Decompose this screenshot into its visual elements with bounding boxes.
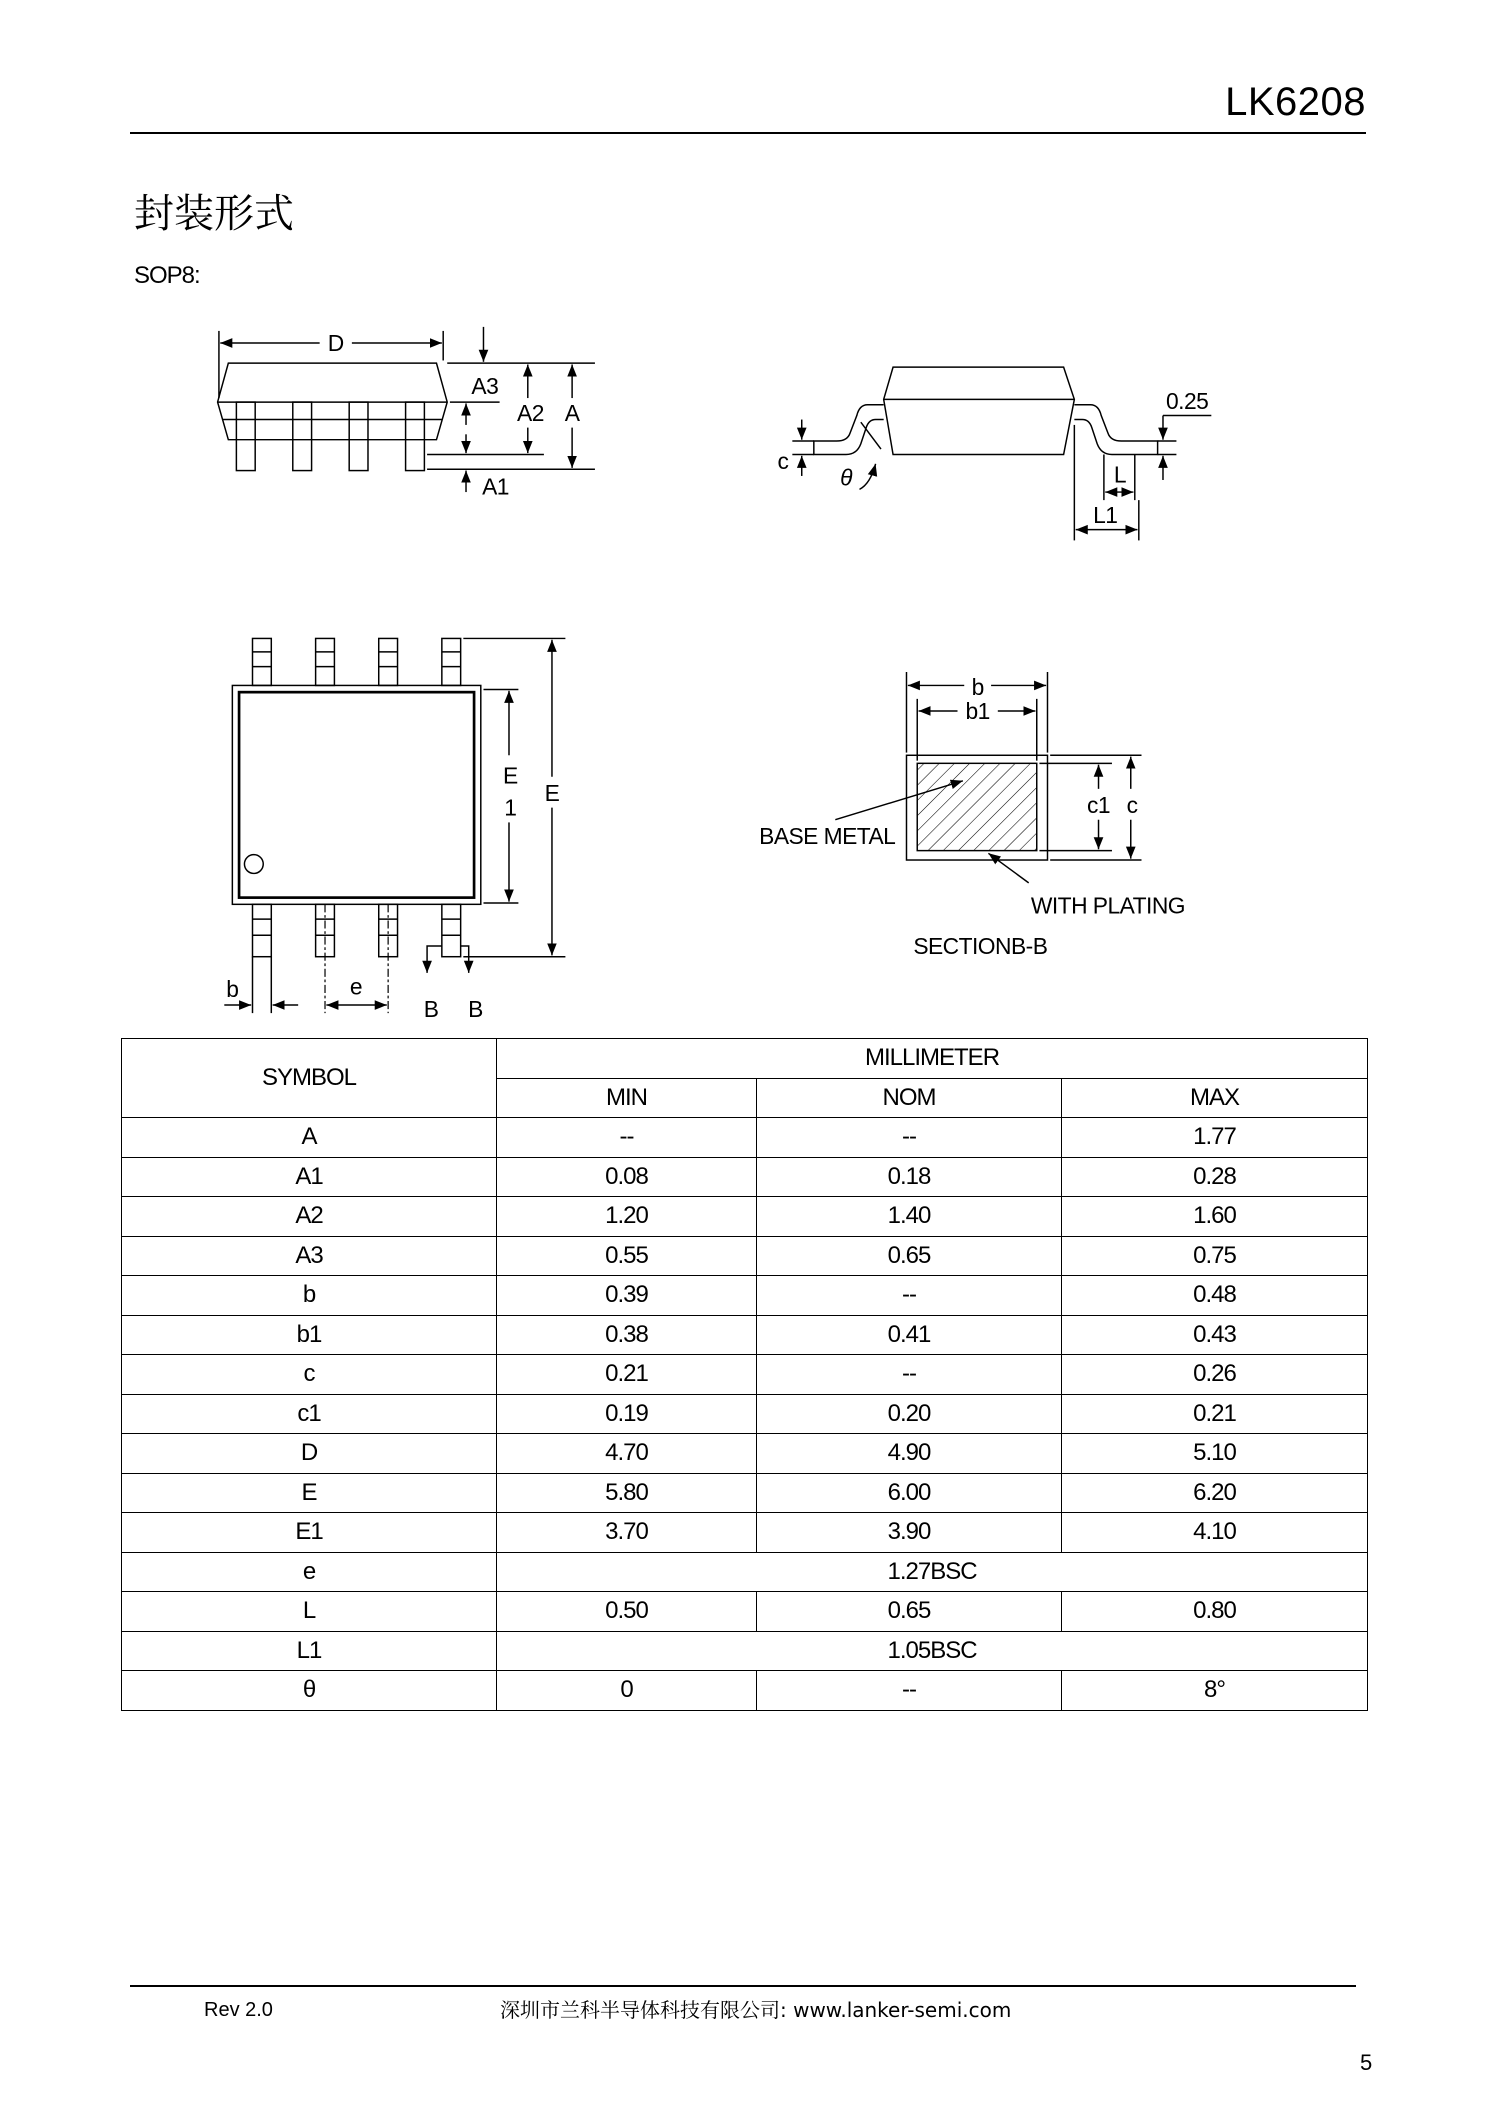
table-row xyxy=(122,1197,1368,1237)
footer-rule xyxy=(130,1985,1356,1987)
min-cell: 0.08 xyxy=(497,1157,757,1197)
package-label: SOP8: xyxy=(134,262,200,289)
symbol-cell: A2 xyxy=(122,1197,497,1237)
table-row xyxy=(122,1315,1368,1355)
symbol-cell: L xyxy=(122,1592,497,1632)
section-title: 封装形式 xyxy=(134,191,294,237)
table-row xyxy=(122,1118,1368,1158)
bsc-cell: 1.27BSC xyxy=(497,1552,1368,1592)
table-row xyxy=(122,1157,1368,1197)
nom-cell: -- xyxy=(757,1276,1062,1316)
section-name: SECTIONB-B xyxy=(913,932,1048,959)
table-row xyxy=(122,1592,1368,1632)
label-A: A xyxy=(564,399,580,426)
label-E1-digit: 1 xyxy=(504,794,517,821)
section-view xyxy=(759,672,1185,959)
header-rule xyxy=(130,132,1366,134)
min-cell: -- xyxy=(497,1118,757,1158)
section-mark-left xyxy=(427,945,442,972)
min-cell: 5.80 xyxy=(497,1473,757,1513)
lead xyxy=(442,904,461,956)
max-cell: 0.21 xyxy=(1062,1394,1368,1434)
max-cell: 1.77 xyxy=(1062,1118,1368,1158)
column-header-nom: NOM xyxy=(757,1078,1062,1118)
symbol-cell: E xyxy=(122,1473,497,1513)
max-cell: 1.60 xyxy=(1062,1197,1368,1237)
bsc-cell: 1.05BSC xyxy=(497,1631,1368,1671)
nom-cell: -- xyxy=(757,1355,1062,1395)
symbol-cell: θ xyxy=(122,1671,497,1711)
lead xyxy=(252,904,271,956)
table-row xyxy=(122,1394,1368,1434)
max-cell: 8° xyxy=(1062,1671,1368,1711)
min-cell: 1.20 xyxy=(497,1197,757,1237)
label-E: E xyxy=(544,779,560,806)
lead-profile-view xyxy=(778,367,1212,540)
symbol-cell: L1 xyxy=(122,1631,497,1671)
label-b: b xyxy=(226,975,239,1002)
label-b: b xyxy=(971,673,984,700)
label-c: c xyxy=(777,447,789,474)
lead xyxy=(442,638,461,685)
nom-cell: -- xyxy=(757,1118,1062,1158)
column-header-max: MAX xyxy=(1062,1078,1368,1118)
max-cell: 0.80 xyxy=(1062,1592,1368,1632)
table-row xyxy=(122,1513,1368,1553)
nom-cell: 0.20 xyxy=(757,1394,1062,1434)
label-c: c xyxy=(1126,791,1138,818)
label-A3: A3 xyxy=(471,372,499,399)
min-cell: 0.39 xyxy=(497,1276,757,1316)
lead xyxy=(316,638,335,685)
table-row xyxy=(122,1473,1368,1513)
max-cell: 0.75 xyxy=(1062,1236,1368,1276)
nom-cell: 3.90 xyxy=(757,1513,1062,1553)
lead-shoulder-lines xyxy=(252,919,460,935)
label-c1: c1 xyxy=(1087,791,1111,818)
label-with-plating: WITH PLATING xyxy=(1030,892,1185,919)
min-cell: 0.21 xyxy=(497,1355,757,1395)
label-L1: L1 xyxy=(1093,501,1118,528)
page-number: 5 xyxy=(1360,2050,1373,2075)
label-section-B-right: B xyxy=(468,995,483,1022)
symbol-cell: e xyxy=(122,1552,497,1592)
table-row xyxy=(122,1631,1368,1671)
symbol-cell: c xyxy=(122,1355,497,1395)
package-body-outline xyxy=(232,685,480,904)
nom-cell: 0.41 xyxy=(757,1315,1062,1355)
side-view xyxy=(218,326,595,499)
top-view xyxy=(224,638,565,1022)
label-section-B-left: B xyxy=(423,995,439,1022)
label-D: D xyxy=(327,329,344,356)
table-row xyxy=(122,1276,1368,1316)
max-cell: 5.10 xyxy=(1062,1434,1368,1474)
package-body xyxy=(239,692,474,897)
table-row xyxy=(122,1671,1368,1711)
symbol-cell: D xyxy=(122,1434,497,1474)
package-drawings xyxy=(0,296,1488,1035)
min-cell: 0.50 xyxy=(497,1592,757,1632)
nom-cell: 0.65 xyxy=(757,1592,1062,1632)
nom-cell: 0.18 xyxy=(757,1157,1062,1197)
section-mark-right xyxy=(461,945,469,972)
lead xyxy=(252,638,271,685)
table-row xyxy=(122,1434,1368,1474)
table-row xyxy=(122,1236,1368,1276)
min-cell: 0.19 xyxy=(497,1394,757,1434)
table-row xyxy=(122,1552,1368,1592)
symbol-cell: c1 xyxy=(122,1394,497,1434)
label-L: L xyxy=(1113,461,1127,488)
left-lead xyxy=(814,404,884,454)
symbol-cell: A xyxy=(122,1118,497,1158)
base-metal xyxy=(917,763,1037,850)
dimension-table xyxy=(121,1038,1368,1711)
unit-header: MILLIMETER xyxy=(497,1039,1368,1079)
label-E1-letter: E xyxy=(502,761,518,788)
max-cell: 0.28 xyxy=(1062,1157,1368,1197)
part-number: LK6208 xyxy=(1225,80,1366,124)
min-cell: 4.70 xyxy=(497,1434,757,1474)
lead-shoulder-lines xyxy=(252,651,460,666)
angle-arc xyxy=(859,463,875,489)
symbol-cell: b xyxy=(122,1276,497,1316)
pin1-marker xyxy=(244,854,263,873)
max-cell: 0.48 xyxy=(1062,1276,1368,1316)
symbol-cell: b1 xyxy=(122,1315,497,1355)
nom-cell: -- xyxy=(757,1671,1062,1711)
symbol-header: SYMBOL xyxy=(122,1039,497,1118)
min-cell: 0 xyxy=(497,1671,757,1711)
nom-cell: 1.40 xyxy=(757,1197,1062,1237)
max-cell: 0.26 xyxy=(1062,1355,1368,1395)
nom-cell: 0.65 xyxy=(757,1236,1062,1276)
nom-cell: 6.00 xyxy=(757,1473,1062,1513)
min-cell: 0.55 xyxy=(497,1236,757,1276)
nom-cell: 4.90 xyxy=(757,1434,1062,1474)
revision: Rev 2.0 xyxy=(204,1999,273,2021)
min-cell: 3.70 xyxy=(497,1513,757,1553)
min-cell: 0.38 xyxy=(497,1315,757,1355)
label-A1: A1 xyxy=(482,473,509,500)
label-b1: b1 xyxy=(965,697,990,724)
label-A2: A2 xyxy=(517,399,544,426)
max-cell: 6.20 xyxy=(1062,1473,1368,1513)
column-header-min: MIN xyxy=(497,1078,757,1118)
max-cell: 0.43 xyxy=(1062,1315,1368,1355)
label-base-metal: BASE METAL xyxy=(759,822,896,849)
symbol-cell: E1 xyxy=(122,1513,497,1553)
label-gauge: 0.25 xyxy=(1166,387,1209,414)
package-body xyxy=(884,367,1075,454)
table-row xyxy=(122,1355,1368,1395)
table-header-row xyxy=(122,1039,1368,1079)
label-theta: θ xyxy=(840,463,852,490)
company-info: 深圳市兰科半导体科技有限公司: www.lanker-semi.com xyxy=(500,1998,1012,2022)
lead xyxy=(379,638,398,685)
max-cell: 4.10 xyxy=(1062,1513,1368,1553)
symbol-cell: A3 xyxy=(122,1236,497,1276)
symbol-cell: A1 xyxy=(122,1157,497,1197)
right-lead xyxy=(1074,404,1157,454)
label-e: e xyxy=(349,972,362,999)
